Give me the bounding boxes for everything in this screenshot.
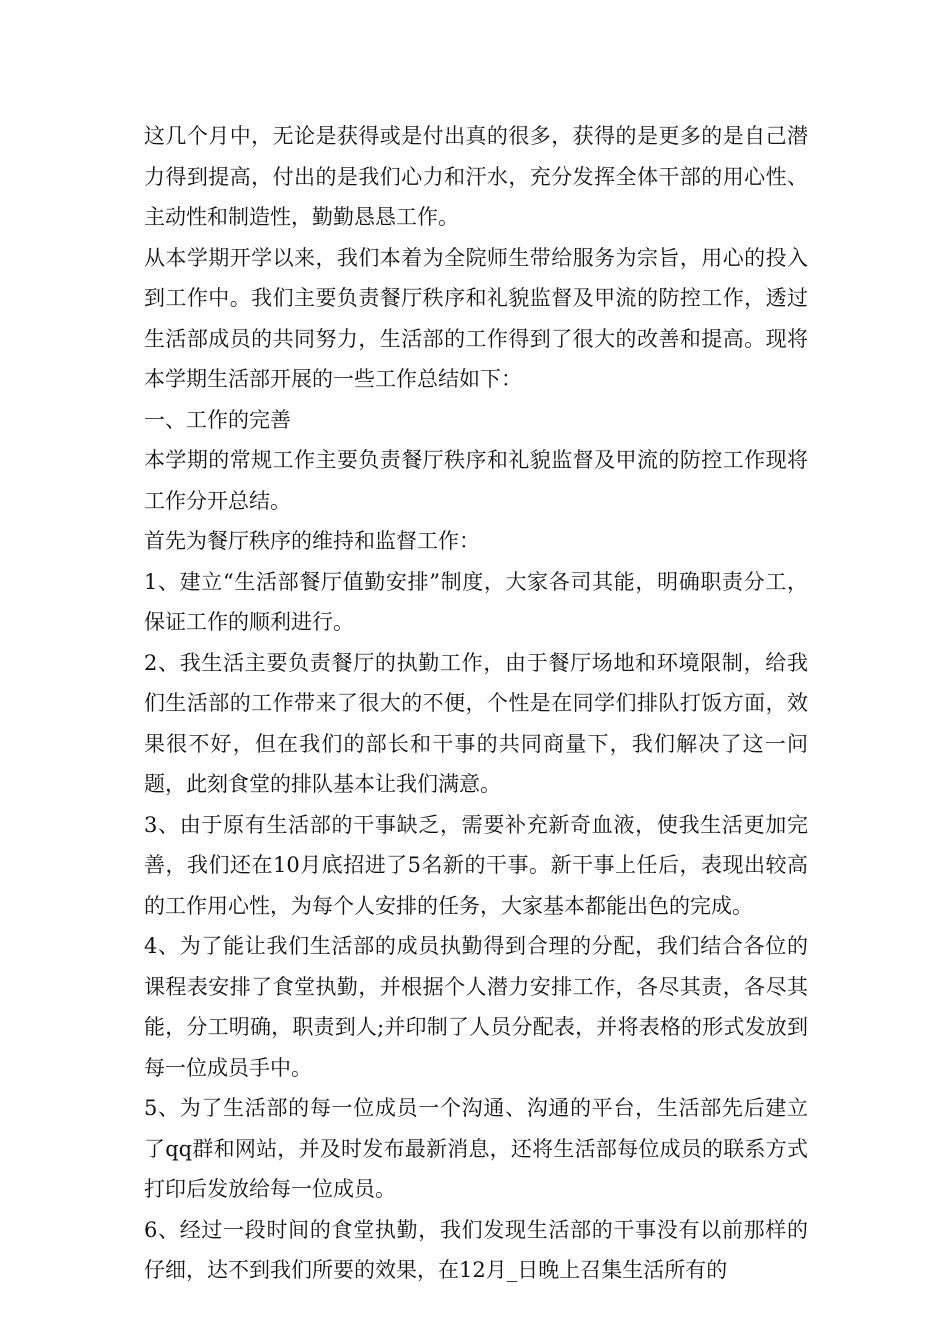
paragraph-overview: 从本学期开学以来，我们本着为全院师生带给服务为宗旨，用心的投入到工作中。我们主要负责餐厅秩序和礼貌监督及甲流的防控工作，透过生活部成员的共同努力，生活部的工作得到了很大的改善和提高。现将本学期生活部开展的一些工作总结如下： <box>144 245 808 391</box>
section-heading: 一、工作的完善 <box>144 407 291 432</box>
list-item-1: 1、建立“生活部餐厅值勤安排”制度，大家各司其能，明确职责分工，保证工作的顺利进行。 <box>144 569 808 634</box>
list-item-6: 6、经过一段时间的食堂执勤，我们发现生活部的干事没有以前那样的仔细，达不到我们所要的效果，在12月_日晚上召集生活所有的 <box>144 1217 808 1282</box>
paragraph-routine-work: 本学期的常规工作主要负责餐厅秩序和礼貌监督及甲流的防控工作现将工作分开总结。 <box>144 448 808 513</box>
list-item-3: 3、由于原有生活部的干事缺乏，需要补充新奇血液，使我生活更加完善，我们还在10月底招进了5名新的干事。新干事上任后，表现出较高的工作用心性，为每个人安排的任务，大家基本都能出色的完成。 <box>144 812 808 918</box>
list-item-2: 2、我生活主要负责餐厅的执勤工作，由于餐厅场地和环境限制，给我们生活部的工作带来了很大的不便，个性是在同学们排队打饭方面，效果很不好，但在我们的部长和干事的共同商量下，我们解决了这一问题，此刻食堂的排队基本让我们满意。 <box>144 650 808 796</box>
list-item-5: 5、为了生活部的每一位成员一个沟通、沟通的平台，生活部先后建立了qq群和网站，并及时发布最新消息，还将生活部每位成员的联系方式打印后发放给每一位成员。 <box>144 1096 808 1201</box>
paragraph-intro: 这几个月中，无论是获得或是付出真的很多，获得的是更多的是自己潜力得到提高，付出的是我们心力和汗水，充分发挥全体干部的用心性、主动性和制造性，勤勤恳恳工作。 <box>144 124 808 229</box>
paragraph-canteen-order: 首先为餐厅秩序的维持和监督工作： <box>144 529 480 553</box>
document-body <box>144 116 808 1291</box>
list-item-4: 4、为了能让我们生活部的成员执勤得到合理的分配，我们结合各位的课程表安排了食堂执勤，并根据个人潜力安排工作，各尽其责，各尽其能，分工明确，职责到人;并印制了人员分配表，并将表格的形式发放到每一位成员手中。 <box>144 934 808 1080</box>
